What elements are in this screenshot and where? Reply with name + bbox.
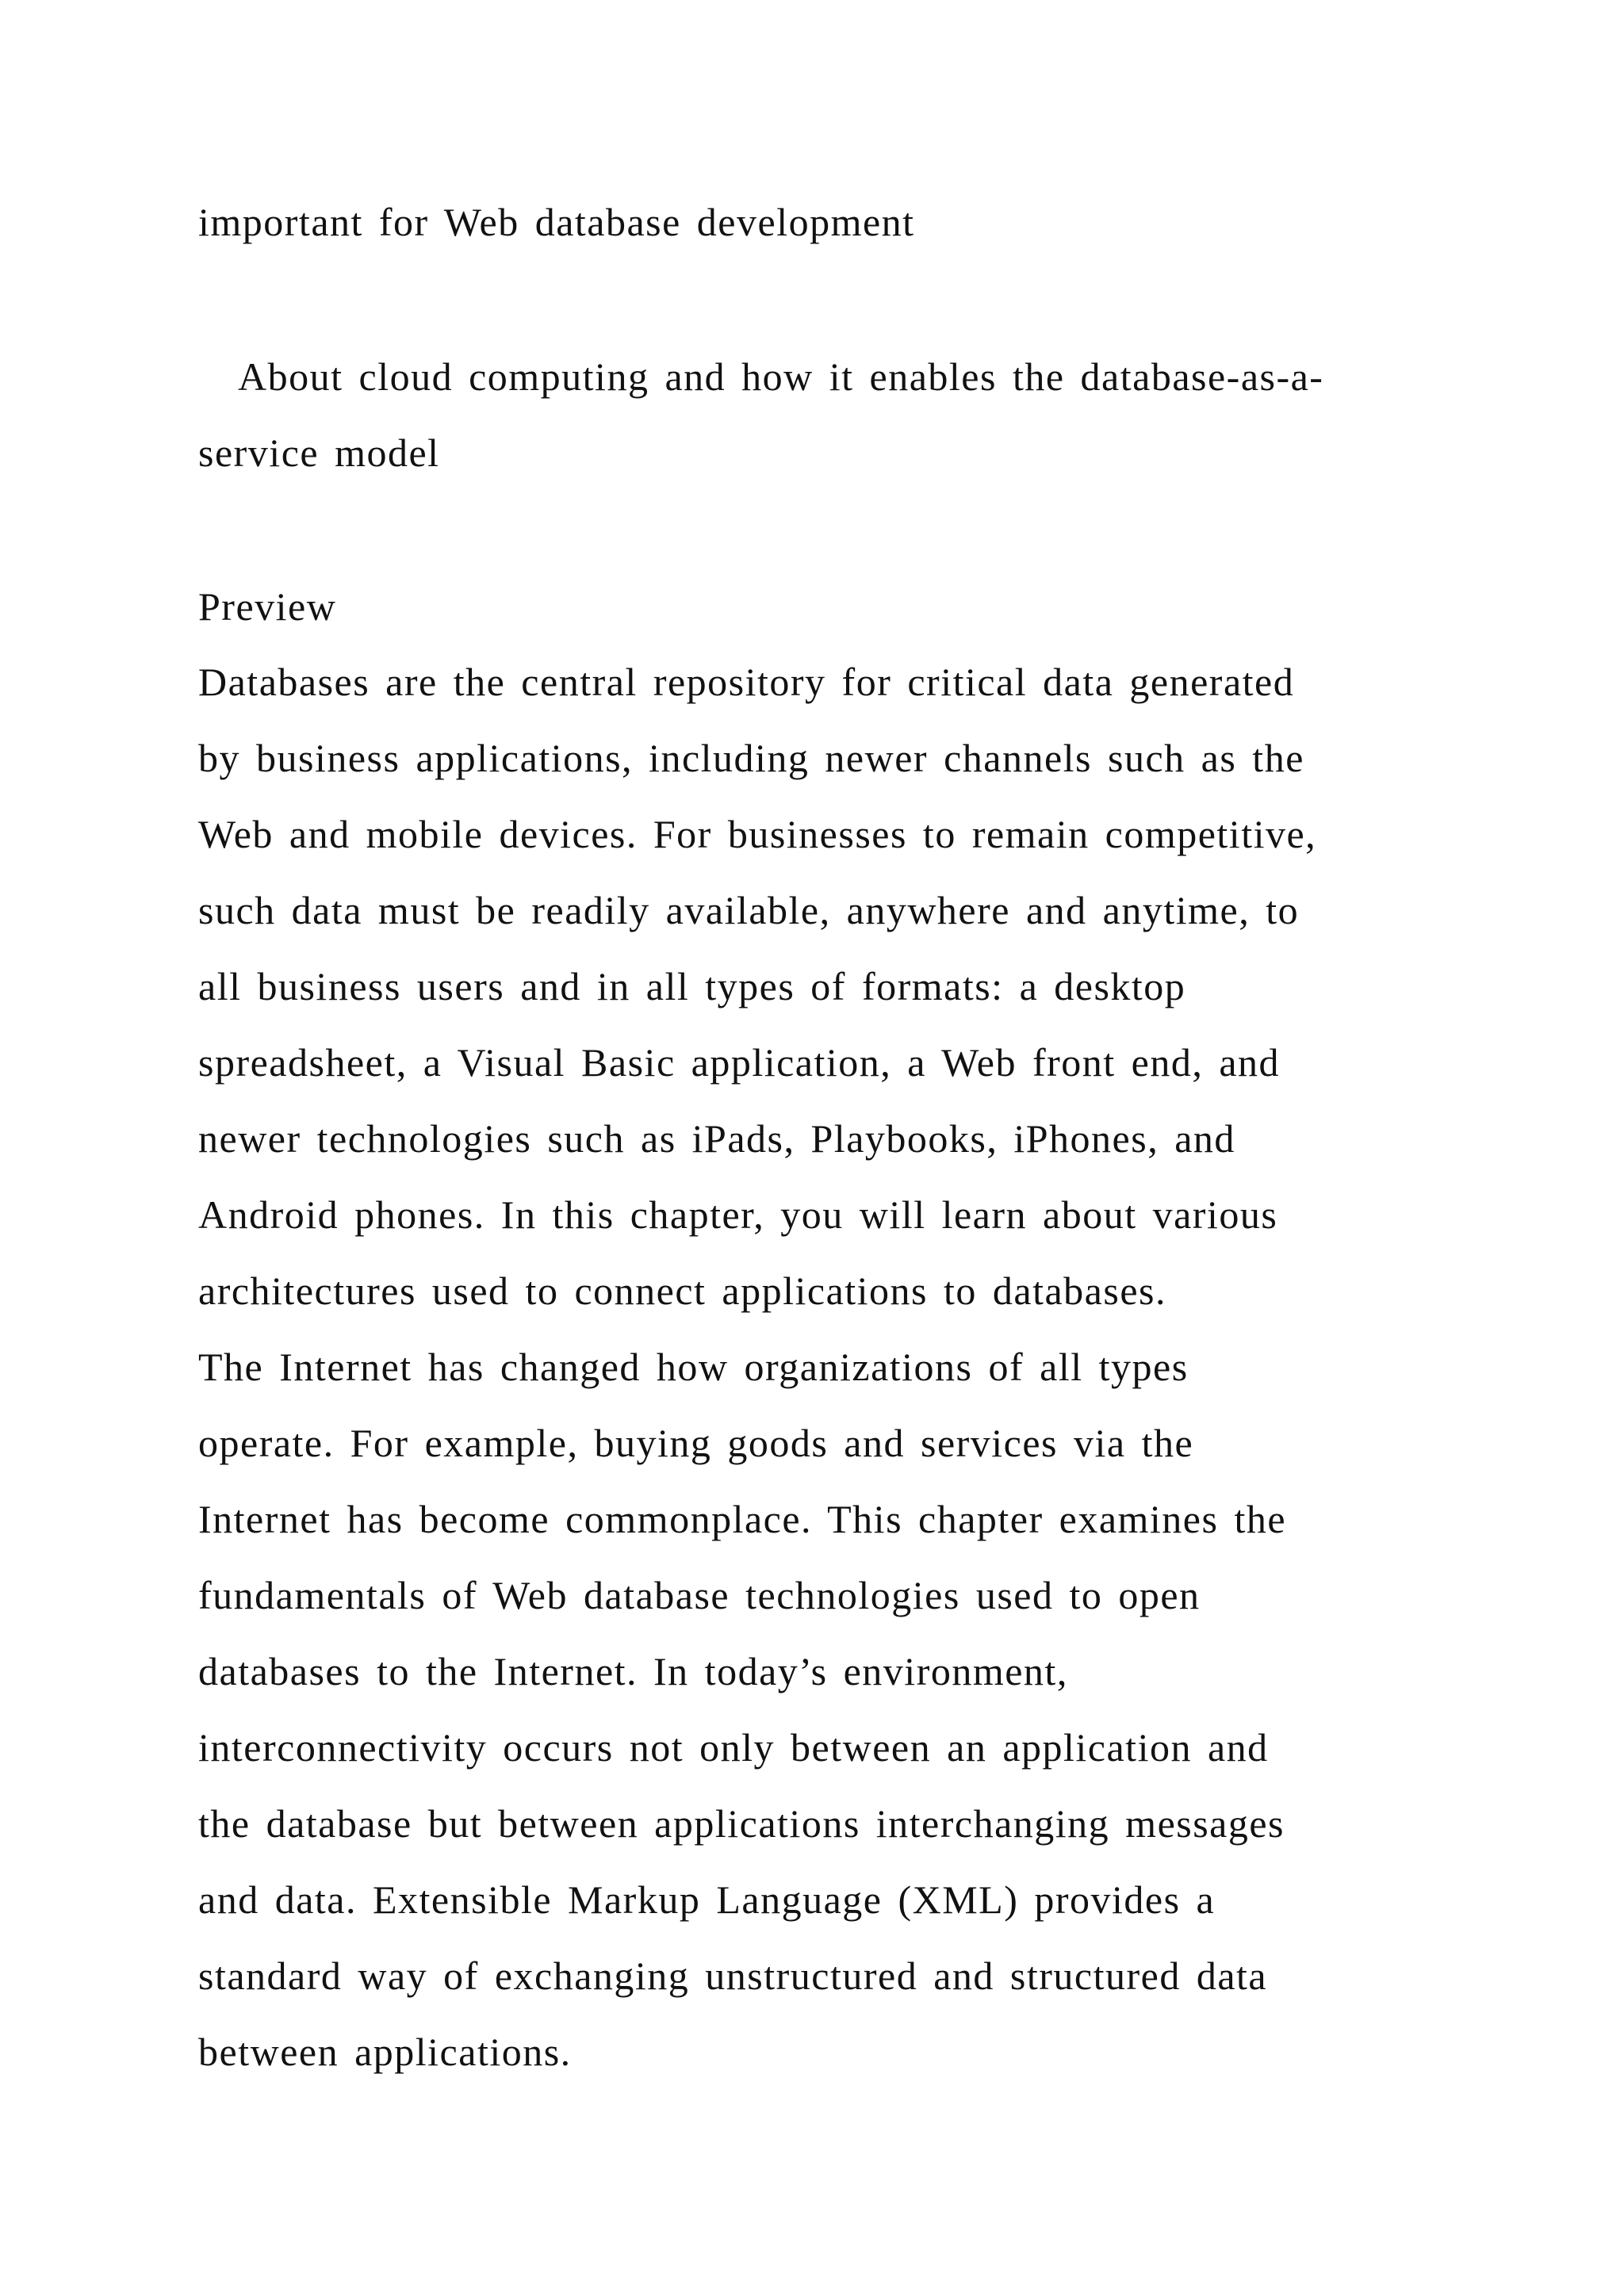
paragraph-line: The Internet has changed how organizations of all types — [198, 1345, 1189, 1389]
objective-text-line: important for Web database development — [198, 200, 915, 244]
paragraph-line: Android phones. In this chapter, you will learn about various — [198, 1192, 1278, 1237]
paragraph-line: interconnectivity occurs not only between an application and — [198, 1725, 1269, 1770]
paragraph-line: operate. For example, buying goods and services via the — [198, 1421, 1194, 1465]
paragraph-line: Databases are the central repository for critical data generated — [198, 660, 1295, 704]
objective-text-line: About cloud computing and how it enables the database-as-a- — [238, 354, 1324, 399]
paragraph-line: and data. Extensible Markup Language (XML) provides a — [198, 1877, 1216, 1922]
objective-text-line: service model — [198, 430, 440, 475]
paragraph-line: Web and mobile devices. For businesses to remain competitive, — [198, 812, 1317, 856]
paragraph-line: newer technologies such as iPads, Playbooks, iPhones, and — [198, 1116, 1235, 1161]
paragraph-line: the database but between applications interchanging messages — [198, 1801, 1285, 1846]
paragraph-line: by business applications, including newer channels such as the — [198, 736, 1304, 780]
section-heading-preview: Preview — [198, 584, 337, 629]
paragraph-line: standard way of exchanging unstructured and structured data — [198, 1954, 1268, 1998]
paragraph-line: all business users and in all types of formats: a desktop — [198, 964, 1186, 1008]
paragraph-line: databases to the Internet. In today’s environment, — [198, 1649, 1068, 1693]
paragraph-line: Internet has become commonplace. This chapter examines the — [198, 1497, 1287, 1541]
paragraph-line: spreadsheet, a Visual Basic application, a Web front end, and — [198, 1040, 1281, 1085]
paragraph-line: fundamentals of Web database technologies used to open — [198, 1573, 1201, 1617]
paragraph-line: architectures used to connect applications to databases. — [198, 1269, 1166, 1313]
paragraph-line: such data must be readily available, anywhere and anytime, to — [198, 888, 1300, 932]
paragraph-line: between applications. — [198, 2030, 572, 2074]
